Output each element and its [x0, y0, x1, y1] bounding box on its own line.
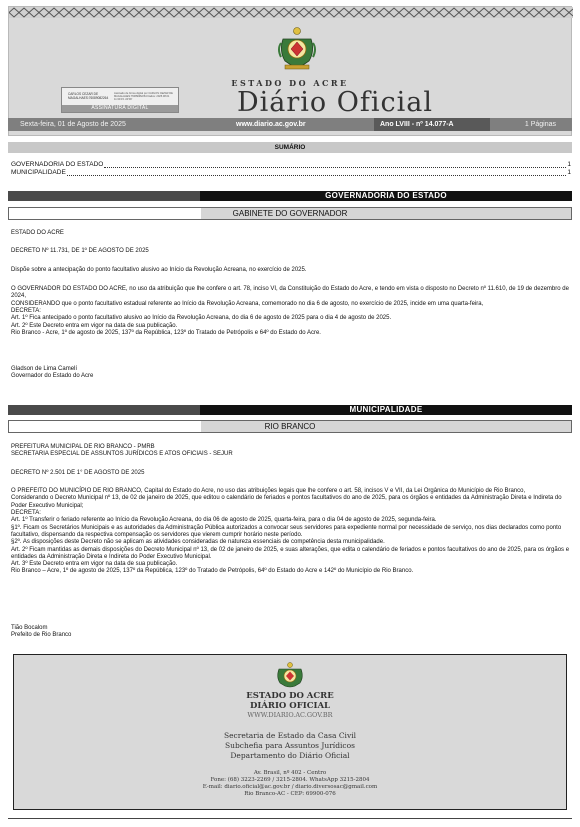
- signature-signer: CARLOS CEZAR DE MAGALHAES:76089082264: [68, 92, 109, 100]
- section-subheader: [8, 420, 572, 433]
- coat-of-arms-icon: [273, 661, 307, 689]
- toc-leader: [67, 175, 567, 176]
- section-title: MUNICIPALIDADE: [200, 405, 572, 415]
- paragraph: CONSIDERANDO que o ponto facultativo estadual referente ao Início da Revolução Acreana, comemorado no dia 6 de agosto, no exercício de 2025, incide em uma quarta-feira,: [11, 300, 484, 307]
- website-link[interactable]: www.diario.ac.gov.br: [236, 121, 306, 128]
- paragraph: Art. 3º Este Decreto entra em vigor na data de sua publicação.: [11, 561, 178, 568]
- paragraph: O GOVERNADOR DO ESTADO DO ACRE, no uso da atribuição que lhe confere o art. 78, inciso VI, da Constituição do Estado do Acre, e tendo em vista o disposto no Decreto nº 11.610, de 19 de dezembro de 2024,: [11, 286, 569, 300]
- toc-item-label: MUNICIPALIDADE: [11, 169, 66, 177]
- footer-dept-line: Subchefia para Assuntos Jurídicos: [225, 741, 355, 750]
- signature-details: Assinado de forma digital por CARLOS CEZAR DE MAGALHAES:76089082264 Dados: 2025.08.01 11:30:15 -03'00': [114, 92, 173, 102]
- toc-item-page: 1: [567, 169, 571, 177]
- publisher-footer: [13, 654, 567, 810]
- toc-item[interactable]: [11, 169, 571, 177]
- decree-title: DECRETO Nº 11.731, DE 1º DE AGOSTO DE 2025: [11, 248, 149, 254]
- decorative-border-pattern: [9, 7, 573, 18]
- edition-info-bar: [8, 118, 572, 131]
- bottom-divider: [8, 818, 572, 819]
- footer-state: ESTADO DO ACRE: [246, 691, 334, 701]
- signature-tag: ASSINATURA DIGITAL: [62, 105, 178, 112]
- section-subtitle: RIO BRANCO: [264, 422, 316, 431]
- org-line: PREFEITURA MUNICIPAL DE RIO BRANCO - PMRB: [11, 444, 155, 450]
- section-title: GOVERNADORIA DO ESTADO: [200, 191, 572, 201]
- toc-item[interactable]: [11, 161, 571, 169]
- decree-ementa: Dispõe sobre a antecipação do ponto facultativo alusivo ao Início da Revolução Acreana, no exercício de 2025.: [11, 267, 307, 273]
- decree-body: [11, 286, 573, 337]
- paragraph: §2º. As disposições deste Decreto não se aplicam as atividades consideradas de natureza essenciais de competência desta municipalidade.: [11, 539, 385, 546]
- toc-leader: [104, 167, 566, 168]
- org-header: [11, 444, 573, 459]
- decree-body: [11, 488, 573, 576]
- signature-block: [11, 625, 573, 640]
- footer-website[interactable]: WWW.DIARIO.AC.GOV.BR: [247, 711, 333, 719]
- footer-contact-line: Av. Brasil, nº 402 - Centro: [253, 770, 327, 776]
- digital-signature-box: [61, 87, 179, 113]
- footer-dept-line: Secretaria de Estado da Casa Civil: [223, 731, 356, 740]
- summary-heading: SUMÁRIO: [8, 142, 572, 153]
- publication-date: Sexta-feira, 01 de Agosto de 2025: [20, 121, 126, 128]
- footer-journal: DIÁRIO OFICIAL: [249, 701, 331, 711]
- signer-role: Prefeito de Rio Branco: [11, 632, 72, 639]
- paragraph: Rio Branco - Acre, 1º de agosto de 2025, 137º da República, 123º do Tratado de Petrópolis e 64º do Estado do Acre.: [11, 329, 321, 336]
- paragraph: DECRETA:: [11, 307, 41, 314]
- edition-number: Ano LVIII - nº 14.077-A: [374, 118, 490, 131]
- signer-name: Gladson de Lima Camelí: [11, 366, 78, 372]
- section-subtitle: GABINETE DO GOVERNADOR: [232, 209, 348, 218]
- section-header: [8, 405, 572, 415]
- footer-dept-line: Departamento do Diário Oficial: [230, 751, 350, 760]
- footer-contact-line: E-mail: diario.oficial@ac.gov.br / diario.diversosac@gmail.com: [202, 784, 378, 790]
- paragraph: Art. 1º Transferir o feriado referente ao Início da Revolução Acreana, do dia 06 de agosto de 2025, quarta-feira, para o dia 04 de agosto de 2025, segunda-feira.: [11, 517, 437, 524]
- signer-role: Governador do Estado do Acre: [11, 373, 94, 380]
- signature-block: [11, 366, 573, 381]
- paragraph: §1º. Ficam os Secretários Municipais e as autoridades da Administração Pública autorizados a convocar seus servidores para expediente normal por necessidade de serviço, nos dias declarados como ponto facultativo, dispensando da respectiva compensação os servidores que vierem cumprir horário neste período.: [11, 524, 562, 538]
- section-header: [8, 191, 572, 201]
- paragraph: Art. 2º Este Decreto entra em vigor na data de sua publicação.: [11, 322, 178, 329]
- paragraph: Art. 2º Ficam mantidas as demais disposições do Decreto Municipal nº 13, de 02 de janeiro de 2025, e suas alterações, que edita o calendário de feriados e pontos facultativos do ano de 2025, para os órgãos e entidades da Administração Direta e Indireta do Poder Executivo Municipal.: [11, 546, 570, 560]
- paragraph: Rio Branco – Acre, 1º de agosto de 2025, 137º da República, 123º do Tratado de Petrópolis, 64º do Estado do Acre e 142º do Município de Rio Branco.: [11, 568, 414, 575]
- coat-of-arms-icon: [277, 25, 317, 71]
- org-line: SECRETARIA ESPECIAL DE ASSUNTOS JURÍDICOS E ATOS OFICIAIS - SEJUR: [11, 451, 233, 458]
- toc-item-label: GOVERNADORIA DO ESTADO: [11, 161, 104, 169]
- page-count: 1 Páginas: [524, 121, 556, 128]
- journal-title: Diário Oficial: [236, 87, 433, 118]
- masthead: [8, 6, 572, 136]
- paragraph: Considerando o Decreto Municipal nº 13, de 02 de janeiro de 2025, que editou o calendário de feriados e pontos facultativos do ano de 2025, para os órgãos e entidades da Administração Direta e Indireta do Poder Executivo Municipal;: [11, 495, 562, 509]
- section-subheader: [8, 207, 572, 220]
- decree-title: DECRETO Nº 2.501 DE 1° DE AGOSTO DE 2025: [11, 470, 145, 476]
- paragraph: Art. 1º Fica antecipado o ponto facultativo alusivo ao Início da Revolução Acreana, do dia 6 de agosto de 2025 para o dia 4 de agosto de 2025.: [11, 315, 392, 322]
- signer-name: Tião Bocalom: [11, 625, 48, 631]
- paragraph: DECRETA:: [11, 509, 41, 516]
- paragraph: O PREFEITO DO MUNICÍPIO DE RIO BRANCO, Capital do Estado do Acre, no uso das atribuições legais que lhe confere o art. 58, incisos V e VII, da Lei Orgânica do Município de Rio Branco,: [11, 488, 526, 494]
- state-name: ESTADO DO ACRE: [231, 78, 349, 88]
- org-name: ESTADO DO ACRE: [11, 230, 64, 236]
- footer-contact-line: Rio Branco-AC - CEP: 69900-076: [244, 791, 336, 797]
- toc-item-page: 1: [567, 161, 571, 169]
- footer-contact-line: Fone: (68) 3223-2269 / 3215-2804. WhatsApp 3215-2804: [210, 777, 370, 783]
